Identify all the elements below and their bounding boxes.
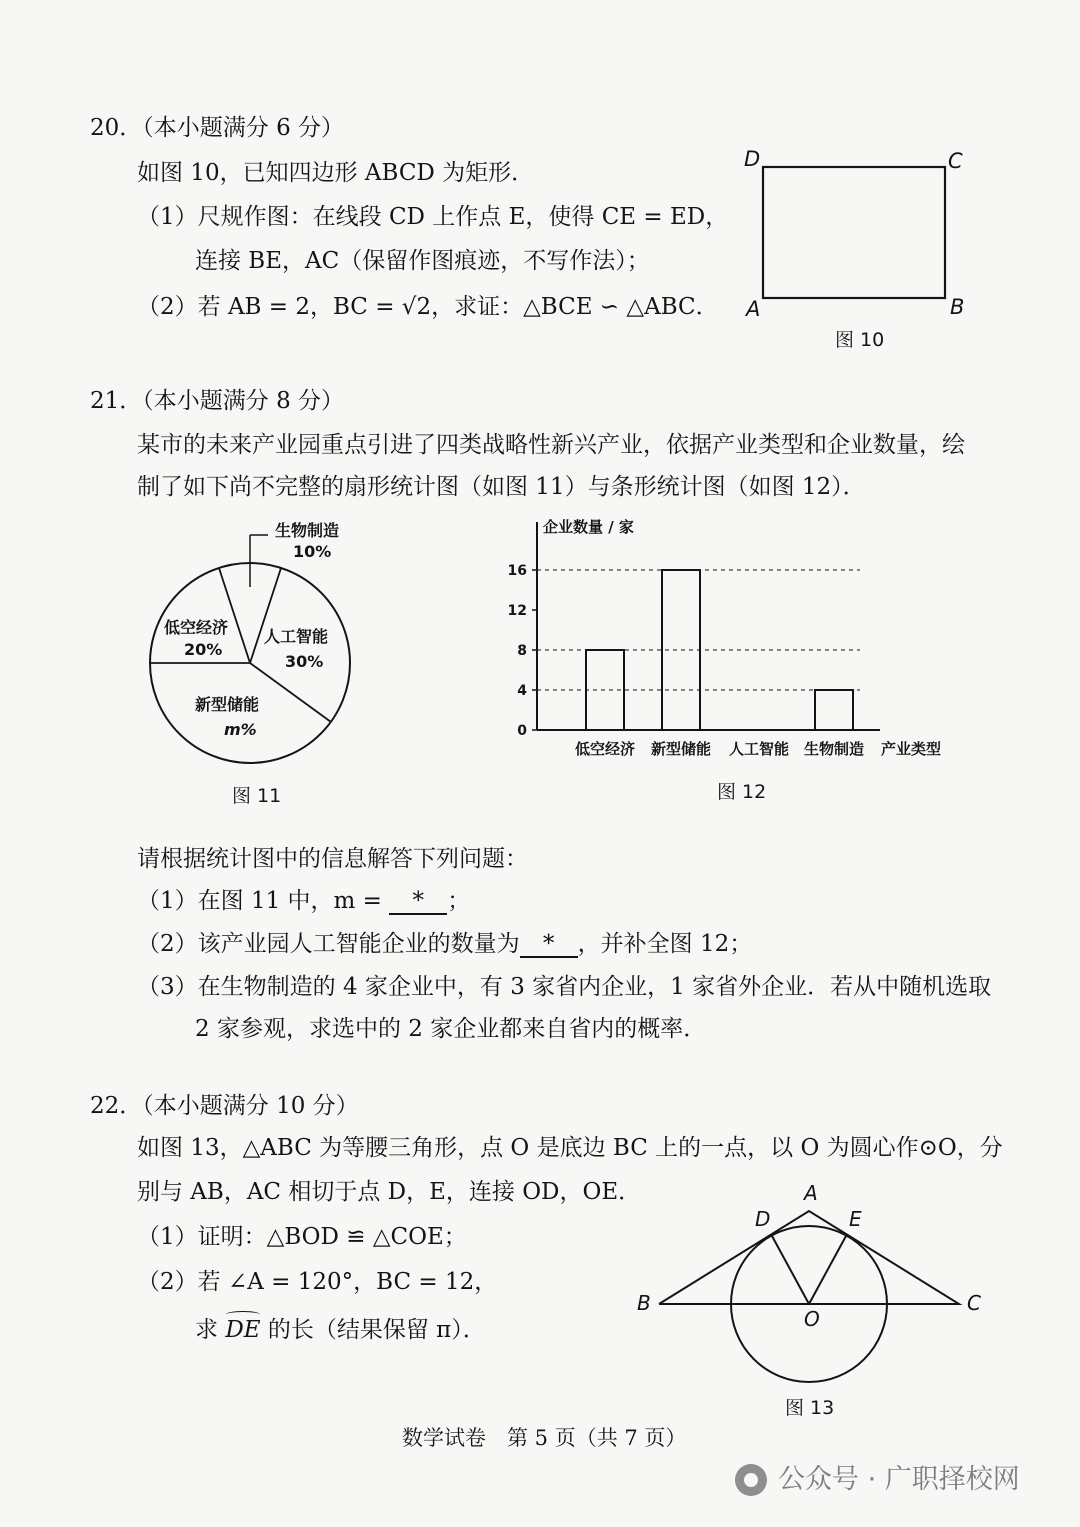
slice-label-biomanufacturing: 生物制造 — [275, 521, 340, 540]
y-tick-label: 0 — [517, 723, 527, 739]
label-D: D — [755, 1207, 771, 1231]
q22-intro-line2: 别与 AB，AC 相切于点 D，E，连接 OD，OE． — [137, 1179, 642, 1205]
q21-intro-line2: 制了如下尚不完整的扇形统计图（如图 11）与条形统计图（如图 12）． — [137, 474, 866, 500]
q20-intro: 如图 10，已知四边形 ABCD 为矩形． — [137, 160, 535, 186]
q22-part2-line2 — [195, 1311, 486, 1345]
triangle-ABC — [659, 1211, 959, 1304]
q20-part1-line2: 连接 BE，AC（保留作图痕迹，不写作法）； — [195, 248, 650, 274]
figure-10-caption: 图 10 — [835, 329, 885, 351]
watermark-text: 公众号 · 广职择校网 — [778, 1464, 1020, 1495]
x-category-label: 新型储能 — [650, 740, 712, 758]
x-category-label: 生物制造 — [803, 740, 865, 758]
q22-part2-prefix: 求 — [195, 1317, 218, 1343]
q21-question-3-line1: （3）在生物制造的 4 家企业中，有 3 家省内企业，1 家省外企业．若从中随机选取 — [137, 974, 992, 1000]
wechat-logo-icon — [735, 1464, 767, 1496]
q21-question-1 — [137, 886, 470, 916]
segment-OD — [772, 1236, 809, 1304]
label-C: C — [948, 149, 963, 173]
page-footer: 数学试卷 第 5 页（共 7 页） — [402, 1426, 687, 1450]
slice-pct-storage: m% — [224, 720, 257, 739]
bar — [815, 690, 853, 730]
figure-11-caption: 图 11 — [232, 785, 282, 807]
q21-q2-answer-blank: * — [520, 932, 578, 958]
label-E: E — [849, 1207, 862, 1231]
x-axis-label: 产业类型 — [881, 740, 942, 758]
slice-pct-biomanufacturing: 10% — [293, 542, 332, 561]
pie-divider-2 — [250, 568, 281, 663]
figure-13-triangle-circle — [630, 1178, 1000, 1426]
x-category-label: 低空经济 — [574, 740, 636, 758]
y-tick-label: 12 — [507, 603, 527, 619]
label-C: C — [967, 1291, 981, 1315]
slice-label-low-altitude: 低空经济 — [164, 618, 229, 637]
q21-q2-text: （2）该产业园人工智能企业的数量为 — [137, 931, 520, 957]
bar-chart-figure-12 — [495, 510, 965, 810]
label-O: O — [804, 1307, 820, 1331]
y-tick-label: 4 — [517, 683, 527, 699]
figure-10-rectangle — [730, 140, 990, 355]
q21-heading: 21．（本小题满分 8 分） — [90, 388, 345, 414]
q21-prompt: 请根据统计图中的信息解答下列问题： — [137, 846, 528, 872]
slice-label-ai: 人工智能 — [264, 627, 329, 646]
label-A: A — [746, 297, 761, 321]
q22-part2-suffix: 的长（结果保留 π）． — [267, 1317, 486, 1343]
q20-heading: 20．（本小题满分 6 分） — [90, 115, 345, 141]
pie-divider-3 — [250, 663, 331, 722]
q21-q2-suffix: ，并补全图 12； — [577, 931, 753, 957]
q21-q1-answer-blank: * — [389, 889, 447, 915]
label-B: B — [950, 295, 965, 319]
q22-part1: （1）证明：△BOD ≌ △COE； — [137, 1224, 467, 1250]
label-A: A — [804, 1181, 818, 1205]
q21-intro-line1: 某市的未来产业园重点引进了四类战略性新兴产业，依据产业类型和企业数量，绘 — [137, 432, 965, 458]
pie-divider-1 — [219, 568, 250, 663]
arc-DE: DE — [225, 1311, 260, 1345]
q22-heading: 22．（本小题满分 10 分） — [90, 1093, 359, 1119]
pie-chart-figure-11 — [140, 515, 380, 815]
y-tick-label: 16 — [507, 563, 527, 579]
q21-question-2 — [137, 929, 752, 959]
slice-pct-low-altitude: 20% — [184, 640, 223, 659]
q21-question-3-line2: 2 家参观，求选中的 2 家企业都来自省内的概率． — [195, 1016, 707, 1042]
figure-12-caption: 图 12 — [717, 781, 767, 803]
y-axis-label: 企业数量 / 家 — [543, 518, 634, 536]
x-category-label: 人工智能 — [728, 740, 790, 758]
label-D: D — [744, 147, 761, 171]
q21-q1-text: （1）在图 11 中，m = — [137, 888, 382, 914]
q22-part2-line1: （2）若 ∠A = 120°，BC = 12， — [137, 1269, 498, 1295]
y-tick-label: 8 — [517, 643, 527, 659]
segment-OE — [809, 1236, 846, 1304]
q22-intro-line1: 如图 13，△ABC 为等腰三角形，点 O 是底边 BC 上的一点，以 O 为圆心作⊙O，分 — [137, 1135, 1003, 1161]
q21-q1-suffix: ； — [447, 888, 471, 914]
figure-13-caption: 图 13 — [785, 1397, 835, 1419]
label-B: B — [637, 1291, 651, 1315]
slice-label-storage: 新型储能 — [195, 695, 260, 714]
slice-pct-ai: 30% — [285, 652, 324, 671]
q20-part1-line1: （1）尺规作图：在线段 CD 上作点 E，使得 CE = ED， — [137, 204, 729, 230]
q20-part2: （2）若 AB = 2，BC = √2，求证：△BCE ∽ △ABC． — [137, 294, 719, 320]
rectangle-abcd — [763, 167, 945, 298]
